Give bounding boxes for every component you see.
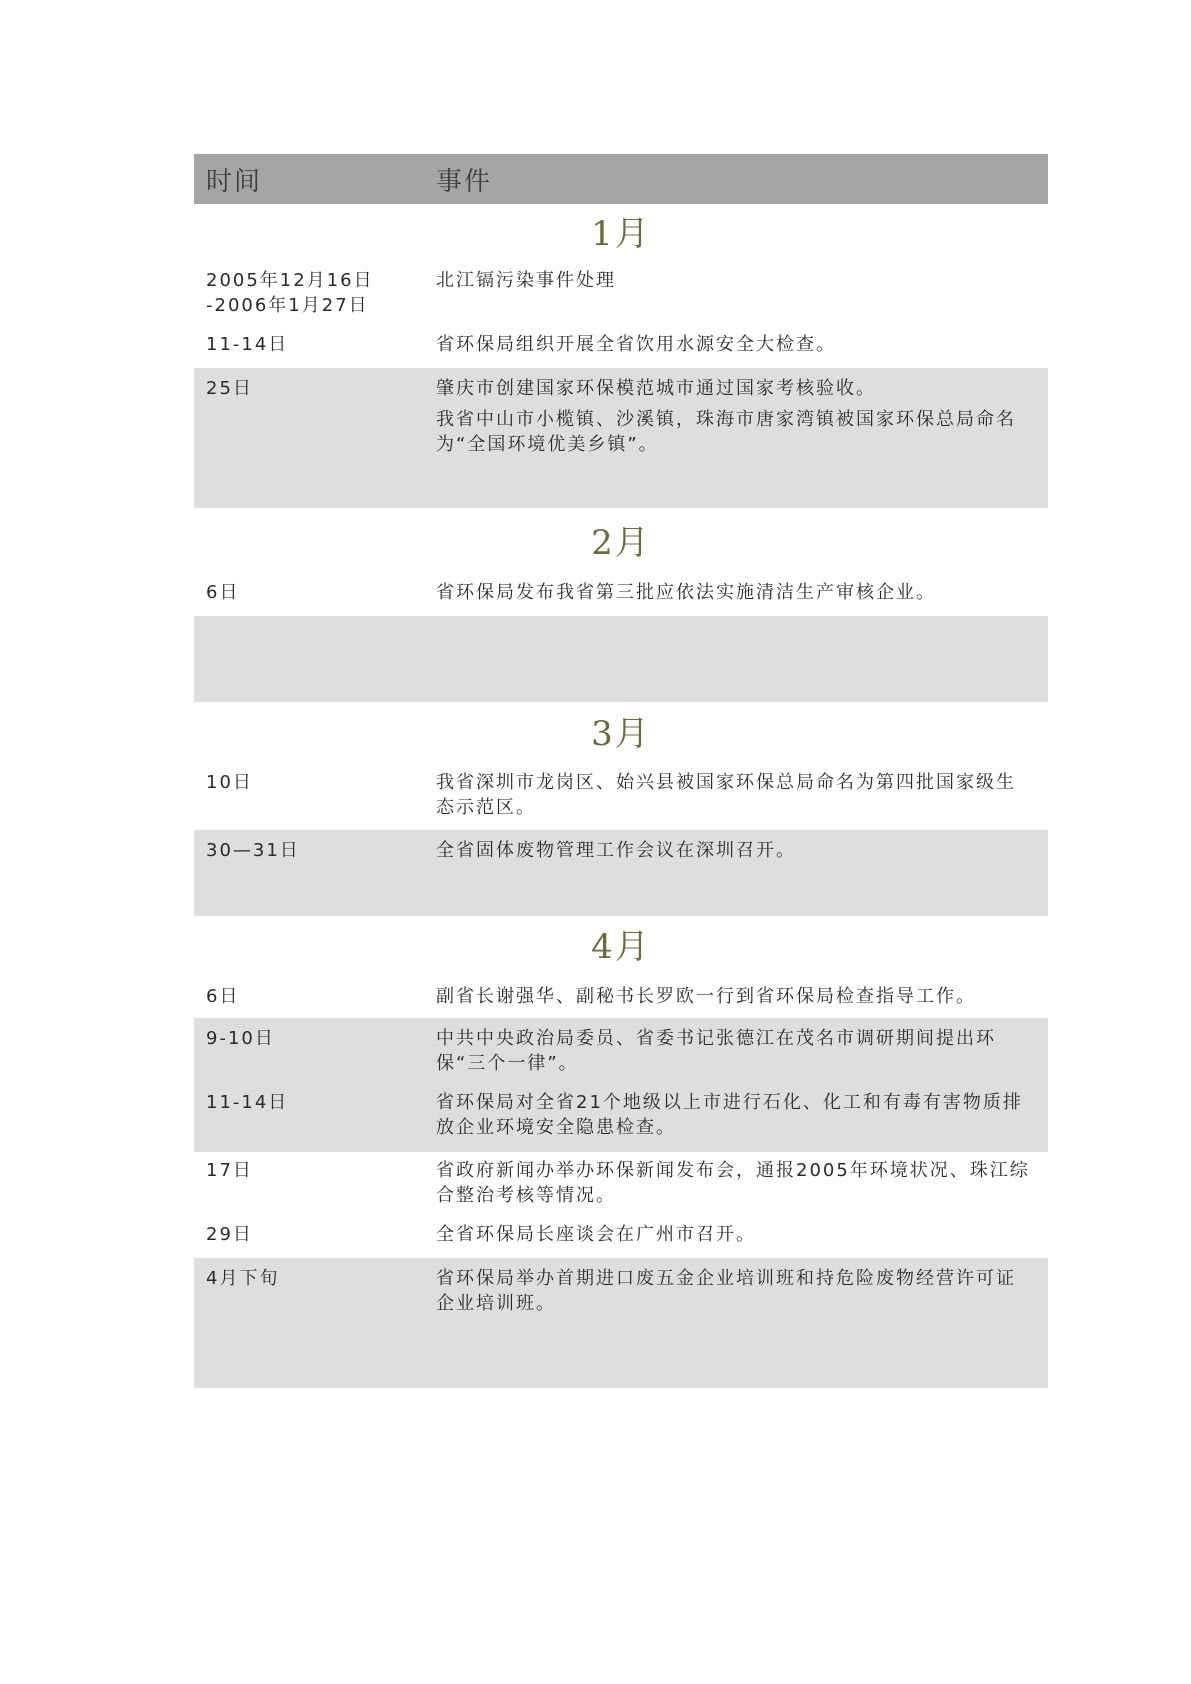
- row-time: 9-10日: [206, 1028, 275, 1049]
- table-row: [194, 368, 1048, 508]
- event-text: 副省长谢强华、副秘书长罗欧一行到省环保局检查指导工作。: [436, 986, 976, 1007]
- event-text: 省环保局发布我省第三批应依法实施清洁生产审核企业。: [436, 582, 936, 603]
- row-event: [436, 984, 1034, 1018]
- table-row: [194, 578, 1048, 616]
- table-row: [194, 1258, 1048, 1388]
- table-row: [194, 1152, 1048, 1218]
- row-event: [436, 1090, 1034, 1152]
- event-text: 全省环保局长座谈会在广州市召开。: [436, 1224, 756, 1245]
- table-row: [194, 264, 1048, 328]
- month-heading: 2月: [591, 523, 651, 563]
- month-heading: 3月: [591, 714, 651, 754]
- table-row: [194, 1086, 1048, 1152]
- table-header: [194, 154, 1048, 204]
- row-event: [436, 838, 1034, 916]
- month-heading: 1月: [591, 214, 651, 254]
- blank-row: [194, 616, 1048, 702]
- table-row: [194, 978, 1048, 1018]
- row-time: 10日: [206, 772, 253, 793]
- header-event: 事件: [436, 166, 493, 197]
- row-event: [436, 770, 1034, 830]
- row-time: 29日: [206, 1224, 253, 1245]
- row-event: [436, 1266, 1034, 1388]
- table-row: [194, 328, 1048, 368]
- table-row: [194, 830, 1048, 916]
- event-text: 省环保局组织开展全省饮用水源安全大检查。: [436, 334, 836, 355]
- row-event: [436, 580, 1034, 616]
- event-text: 全省固体废物管理工作会议在深圳召开。: [436, 840, 796, 861]
- event-text: 北江镉污染事件处理: [436, 270, 616, 291]
- event-text: 省政府新闻办举办环保新闻发布会，通报2005年环境状况、珠江综合整治考核等情况。: [436, 1160, 1030, 1206]
- row-time: 2005年12月16日 -2006年1月27日: [206, 270, 374, 316]
- row-time: 6日: [206, 986, 240, 1007]
- row-event: [436, 268, 1034, 328]
- event-text: 肇庆市创建国家环保模范城市通过国家考核验收。: [436, 378, 876, 399]
- row-time: 11-14日: [206, 334, 289, 355]
- row-event: [436, 332, 1034, 368]
- row-event: [436, 1026, 1034, 1086]
- row-event: [436, 1158, 1034, 1218]
- month-heading: 4月: [591, 927, 651, 967]
- table-row: [194, 1018, 1048, 1086]
- row-time: 6日: [206, 582, 240, 603]
- table-row: [194, 766, 1048, 830]
- row-event: [436, 1222, 1034, 1258]
- header-time: 时间: [206, 166, 263, 197]
- row-time: 11-14日: [206, 1092, 289, 1113]
- event-text: 省环保局对全省21个地级以上市进行石化、化工和有毒有害物质排放企业环境安全隐患检查。: [436, 1092, 1023, 1138]
- events-table: [194, 154, 1048, 1388]
- row-event: [436, 376, 1034, 508]
- event-text: 我省中山市小榄镇、沙溪镇，珠海市唐家湾镇被国家环保总局命名为“全国环境优美乡镇”。: [436, 409, 1016, 455]
- row-time: 30—31日: [206, 840, 300, 861]
- table-row: [194, 1218, 1048, 1258]
- event-text: 我省深圳市龙岗区、始兴县被国家环保总局命名为第四批国家级生态示范区。: [436, 772, 1016, 818]
- row-time: 17日: [206, 1160, 253, 1181]
- event-text: 中共中央政治局委员、省委书记张德江在茂名市调研期间提出环保“三个一律”。: [436, 1028, 996, 1074]
- row-time: 4月下旬: [206, 1268, 280, 1289]
- event-text: 省环保局举办首期进口废五金企业培训班和持危险废物经营许可证企业培训班。: [436, 1268, 1016, 1314]
- row-time: 25日: [206, 378, 253, 399]
